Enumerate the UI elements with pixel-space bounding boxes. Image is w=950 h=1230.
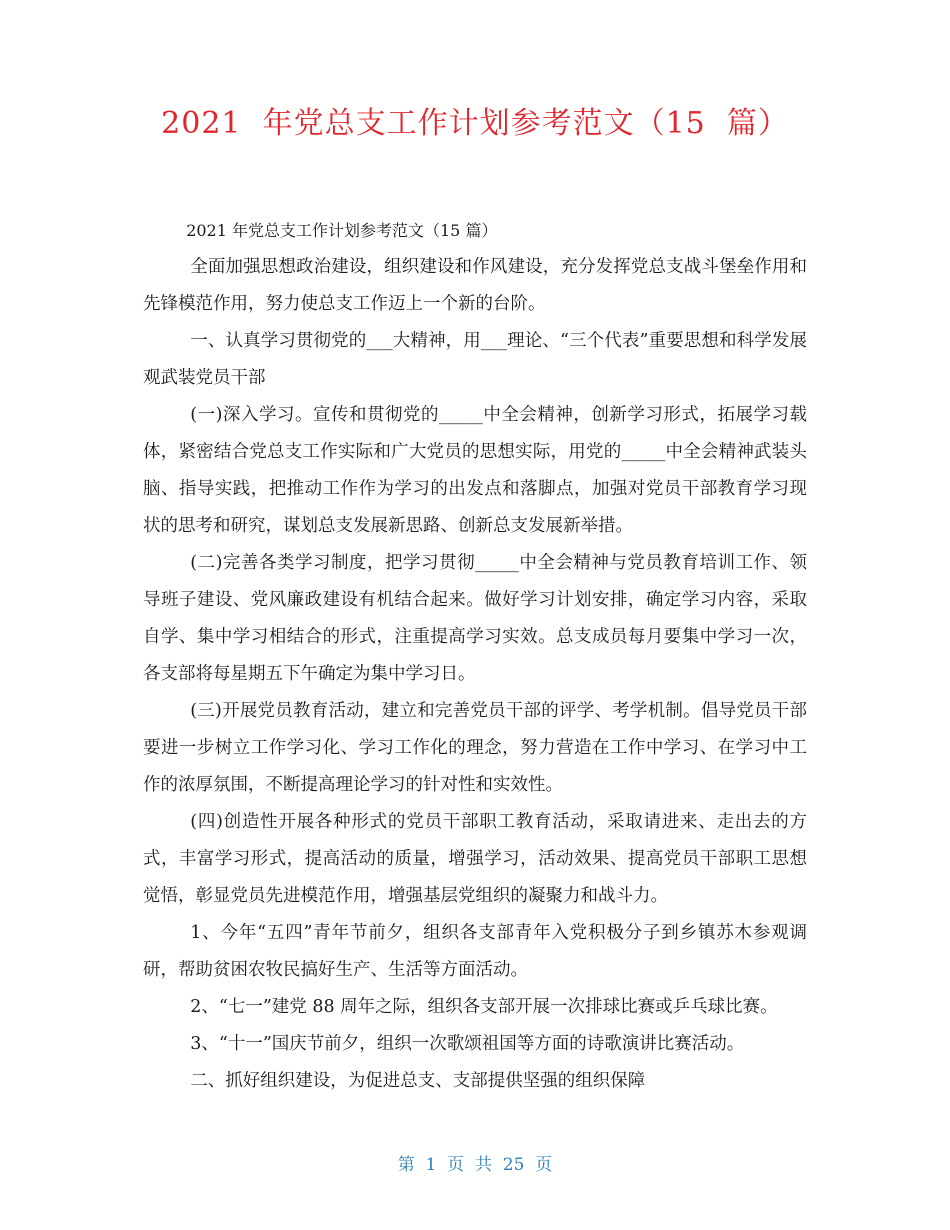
page-number-footer: 第 1 页 共 25 页 <box>397 1155 553 1175</box>
body-paragraph: (二)完善各类学习制度，把学习贯彻_____中全会精神与党员教育培训工作、领导班子建设、党风廉政建设有机结合起来。做好学习计划安排，确定学习内容，采取自学、集中学习相结合的形式，注重提高学习实效。总支成员每月要集中学习一次，各支部将每星期五下午确定为集中学习日。 <box>143 553 807 684</box>
body-paragraph: (四)创造性开展各种形式的党员干部职工教育活动，采取请进来、走出去的方式，丰富学习形式，提高活动的质量，增强学习，活动效果、提高党员干部职工思想觉悟，彰显党员先进模范作用，增强基层党组织的凝聚力和战斗力。 <box>143 812 807 906</box>
document-body <box>143 212 807 1100</box>
body-paragraph: (三)开展党员教育活动，建立和完善党员干部的评学、考学机制。倡导党员干部要进一步树立工作学习化、学习工作化的理念，努力营造在工作中学习、在学习中工作的浓厚氛围，不断提高理论学习的针对性和实效性。 <box>143 701 807 795</box>
list-item: 2、“七一”建党 88 周年之际，组织各支部开展一次排球比赛或乒乓球比赛。 <box>190 997 778 1017</box>
list-item: 3、“十一”国庆节前夕，组织一次歌颂祖国等方面的诗歌演讲比赛活动。 <box>190 1034 745 1054</box>
subtitle-paragraph: 2021 年党总支工作计划参考范文（15 篇） <box>186 221 498 240</box>
section-heading-2: 二、抓好组织建设，为促进总支、支部提供坚强的组织保障 <box>190 1071 646 1091</box>
section-heading-1: 一、认真学习贯彻党的___大精神，用___理论、“三个代表”重要思想和科学发展观武装党员干部 <box>143 331 807 388</box>
intro-paragraph: 全面加强思想政治建设，组织建设和作风建设，充分发挥党总支战斗堡垒作用和先锋模范作用，努力使总支工作迈上一个新的台阶。 <box>143 257 807 314</box>
body-paragraph: (一)深入学习。宣传和贯彻党的_____中全会精神，创新学习形式，拓展学习载体，紧密结合党总支工作实际和广大党员的思想实际，用党的_____中全会精神武装头脑、指导实践，把推动工作作为学习的出发点和落脚点，加强对党员干部教育学习现状的思考和研究，谋划总支发展新思路、创新总支发展新举措。 <box>143 405 807 536</box>
list-item: 1、今年“五四”青年节前夕，组织各支部青年入党积极分子到乡镇苏木参观调研，帮助贫困农牧民搞好生产、生活等方面活动。 <box>143 923 807 980</box>
page-title: 2021 年党总支工作计划参考范文（15 篇） <box>161 106 789 141</box>
